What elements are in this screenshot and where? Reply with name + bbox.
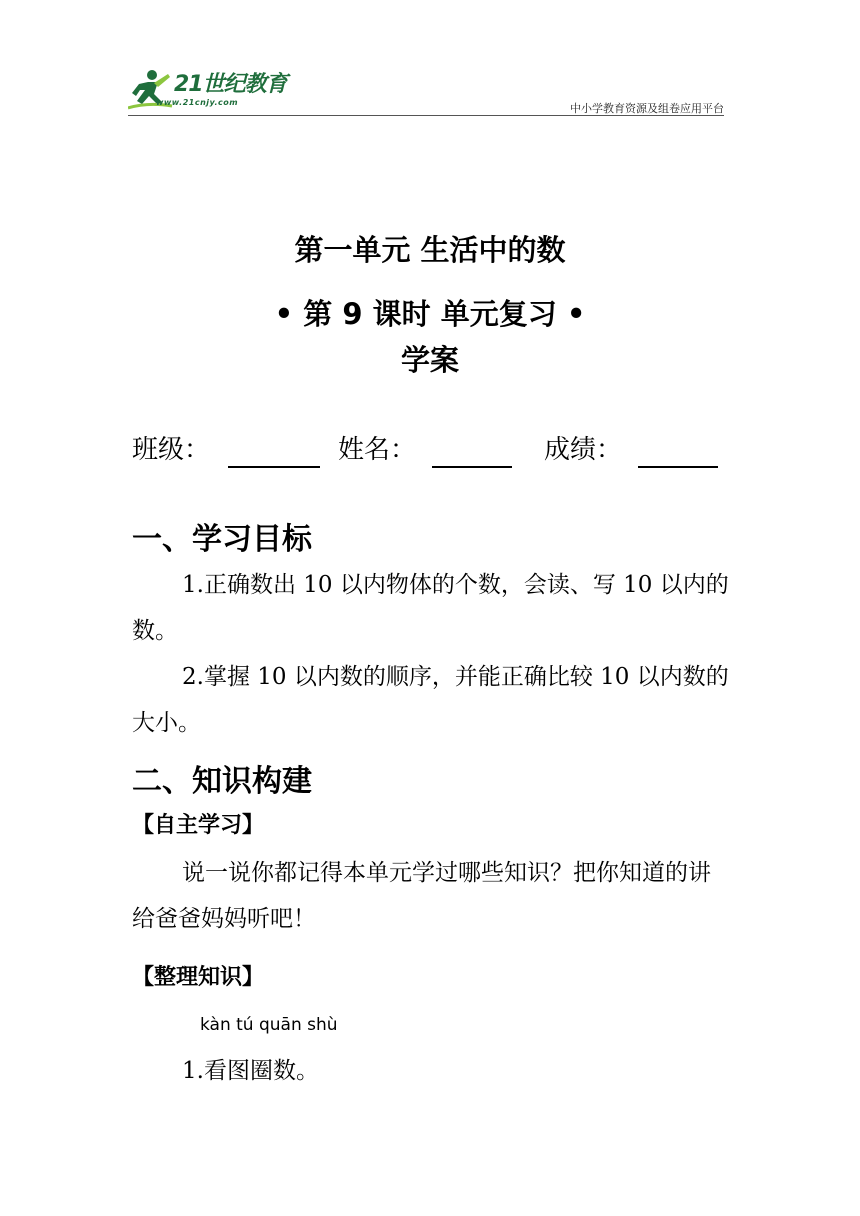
pinyin-annotation: kàn tú quān shù — [200, 1015, 338, 1035]
exercise-1: 1.看图圈数。 — [182, 1058, 319, 1084]
objective-1: 1.正确数出 10 以内物体的个数，会读、写 10 以内的数。 — [132, 572, 729, 644]
logo-text: 21世纪教育 — [174, 72, 287, 97]
unit-title: 第一单元 生活中的数 — [294, 233, 566, 267]
header-divider — [128, 115, 724, 116]
logo-url: www.21cnjy.com — [156, 98, 239, 107]
score-blank[interactable] — [638, 466, 718, 468]
section-heading-knowledge: 二、知识构建 — [132, 764, 312, 799]
self-study-text: 说一说你都记得本单元学过哪些知识？把你知道的讲给爸爸妈妈听吧！ — [132, 860, 711, 932]
logo — [128, 66, 298, 114]
self-study-heading: 【自主学习】 — [132, 813, 265, 838]
header-tagline: 中小学教育资源及组卷应用平台 — [570, 102, 724, 115]
name-label: 姓名： — [338, 435, 417, 465]
lesson-title: • 第 9 课时 单元复习 • — [274, 297, 586, 331]
section-heading-objectives: 一、学习目标 — [132, 522, 312, 557]
page-header — [128, 66, 724, 116]
student-info-row — [132, 432, 732, 472]
organize-knowledge-heading: 【整理知识】 — [132, 965, 265, 990]
doc-type-title: 学案 — [400, 343, 459, 377]
class-label: 班级： — [132, 435, 211, 465]
score-label: 成绩： — [544, 435, 623, 465]
name-blank[interactable] — [432, 466, 512, 468]
class-blank[interactable] — [228, 466, 320, 468]
objective-2: 2.掌握 10 以内数的顺序，并能正确比较 10 以内数的大小。 — [132, 664, 729, 736]
